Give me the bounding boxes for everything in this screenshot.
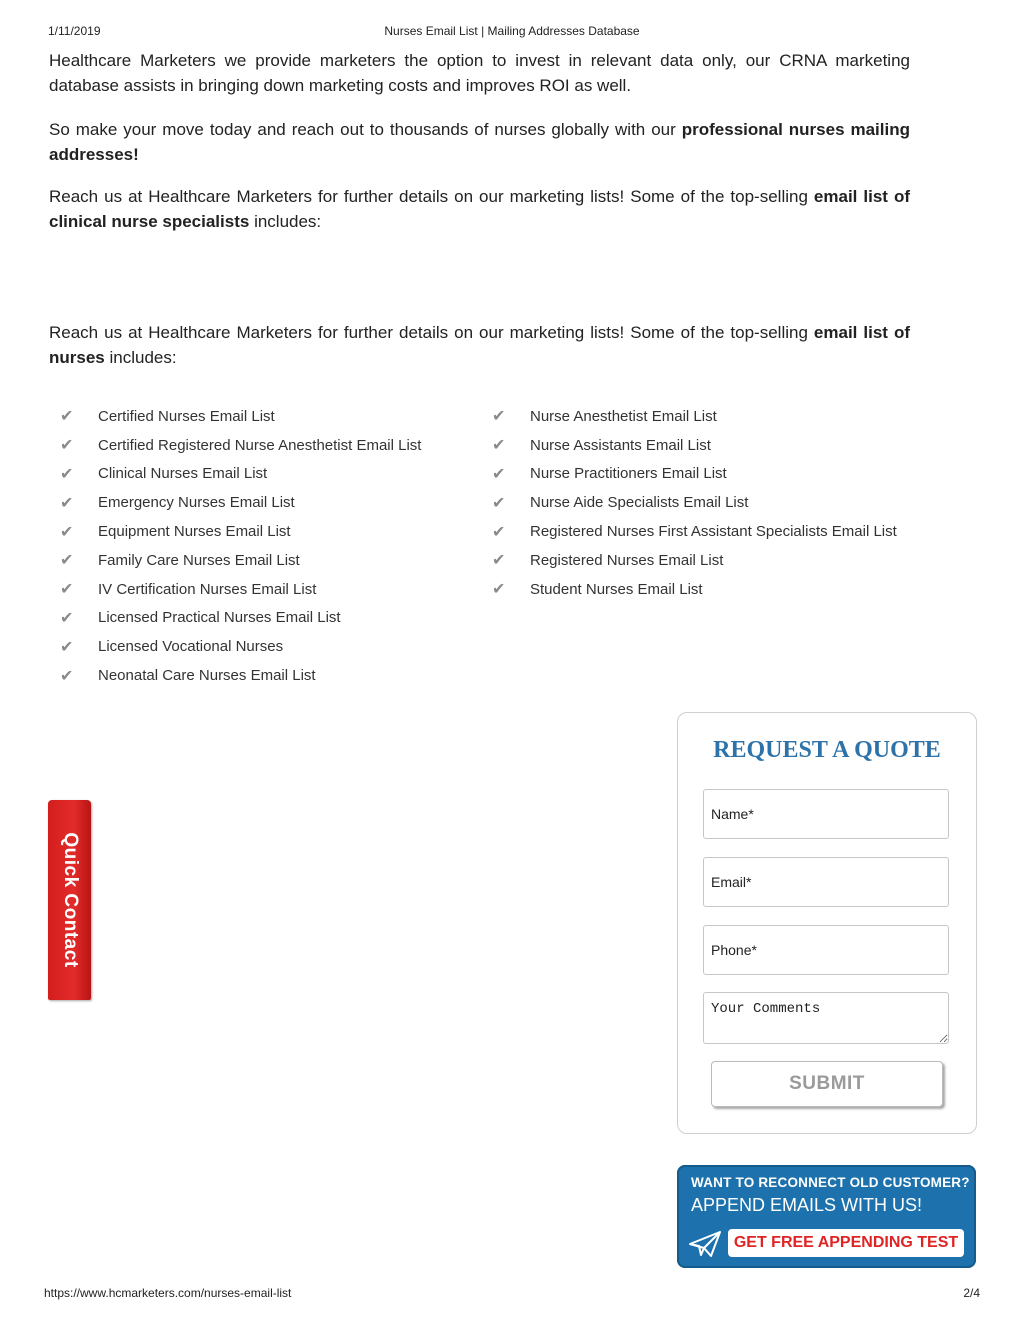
name-input[interactable] <box>703 789 949 839</box>
list-item <box>60 604 421 633</box>
list-item <box>60 402 421 431</box>
list-item <box>60 517 421 546</box>
free-appending-test-button[interactable]: GET FREE APPENDING TEST <box>728 1229 964 1257</box>
check-icon: ✔ <box>492 437 506 455</box>
print-date: 1/11/2019 <box>48 24 101 38</box>
clinical-text: Reach us at Healthcare Marketers for further details on our marketing lists! Some of the top-selling <box>49 187 808 206</box>
check-icon: ✔ <box>492 523 506 541</box>
list-item-label: Nurse Anesthetist Email List <box>530 407 717 425</box>
clinical-bold-text: email list of clinical nurse specialists <box>49 187 910 231</box>
quote-form-title: REQUEST A QUOTE <box>713 737 941 763</box>
banner-headline: WANT TO RECONNECT OLD CUSTOMER? <box>691 1175 970 1190</box>
check-icon: ✔ <box>60 552 74 570</box>
quick-contact-label: Quick Contact <box>59 832 81 968</box>
nurses-end-text: includes: <box>109 348 177 367</box>
nurses-text: Reach us at Healthcare Marketers for further details on our marketing lists! Some of the top-selling <box>49 323 808 342</box>
list-item-label: Nurse Practitioners Email List <box>530 465 727 483</box>
list-item-label: Clinical Nurses Email List <box>98 465 268 483</box>
cta-text: So make your move today and reach out to thousands of nurses globally with our <box>49 120 676 139</box>
check-icon: ✔ <box>60 638 74 656</box>
phone-input[interactable] <box>703 925 949 975</box>
cta-bold-text: professional nurses mailing addresses! <box>49 120 910 164</box>
check-icon: ✔ <box>60 408 74 426</box>
envelope-icon <box>687 1229 723 1264</box>
check-icon: ✔ <box>492 552 506 570</box>
check-icon: ✔ <box>60 609 74 627</box>
list-item-label: Neonatal Care Nurses Email List <box>98 667 316 685</box>
list-item-label: Family Care Nurses Email List <box>98 551 300 569</box>
check-icon: ✔ <box>60 581 74 599</box>
list-item-label: Nurse Assistants Email List <box>530 436 711 454</box>
list-item <box>492 488 897 517</box>
page-title: Nurses Email List | Mailing Addresses Database <box>384 24 640 38</box>
check-icon: ✔ <box>492 494 506 512</box>
list-item <box>60 488 421 517</box>
email-input[interactable] <box>703 857 949 907</box>
list-item-label: IV Certification Nurses Email List <box>98 580 317 598</box>
list-item-label: Licensed Vocational Nurses <box>98 638 284 656</box>
list-item <box>60 632 421 661</box>
banner-subheadline: APPEND EMAILS WITH US! <box>691 1195 923 1215</box>
check-icon: ✔ <box>492 465 506 483</box>
check-icon: ✔ <box>60 437 74 455</box>
nurses-bold-text: email list of nurses <box>49 323 910 367</box>
list-item-label: Emergency Nurses Email List <box>98 494 295 512</box>
nurses-list-paragraph <box>49 320 910 370</box>
list-item-label: Licensed Practical Nurses Email List <box>98 609 341 627</box>
list-item <box>60 460 421 489</box>
list-item-label: Registered Nurses First Assistant Specialists Email List <box>530 523 897 541</box>
list-item <box>60 546 421 575</box>
check-icon: ✔ <box>60 523 74 541</box>
list-item <box>60 575 421 604</box>
check-icon: ✔ <box>60 465 74 483</box>
check-icon: ✔ <box>60 494 74 512</box>
list-item <box>60 661 421 690</box>
check-icon: ✔ <box>492 581 506 599</box>
list-item-label: Student Nurses Email List <box>530 580 703 598</box>
list-item <box>492 517 897 546</box>
list-item-label: Equipment Nurses Email List <box>98 523 291 541</box>
list-item-label: Nurse Aide Specialists Email List <box>530 494 749 512</box>
list-item <box>492 546 897 575</box>
clinical-end-text: includes: <box>254 212 322 231</box>
submit-button[interactable]: SUBMIT <box>711 1061 943 1107</box>
list-item-label: Certified Registered Nurse Anesthetist Email List <box>98 436 422 454</box>
list-item-label: Certified Nurses Email List <box>98 407 275 425</box>
nurse-list-left <box>60 402 421 690</box>
list-item <box>60 431 421 460</box>
request-quote-form <box>677 712 977 1134</box>
page-url: https://www.hcmarketers.com/nurses-email-list <box>44 1286 292 1300</box>
intro-paragraph <box>49 48 910 98</box>
comments-textarea[interactable] <box>703 992 949 1044</box>
intro-text: Healthcare Marketers we provide marketers the option to invest in relevant data only, our CRNA marketing database assists in bringing down marketing costs and improves ROI as well. <box>49 51 910 95</box>
list-item <box>492 402 897 431</box>
list-item <box>492 575 897 604</box>
list-item <box>492 460 897 489</box>
nurse-list-right <box>492 402 897 604</box>
page-number: 2/4 <box>963 1286 980 1300</box>
append-emails-banner[interactable] <box>677 1165 976 1268</box>
check-icon: ✔ <box>492 408 506 426</box>
list-item <box>492 431 897 460</box>
list-item-label: Registered Nurses Email List <box>530 551 724 569</box>
check-icon: ✔ <box>60 667 74 685</box>
call-to-action-paragraph <box>49 117 910 167</box>
quick-contact-tab[interactable] <box>48 800 91 1000</box>
clinical-specialists-paragraph <box>49 184 910 234</box>
